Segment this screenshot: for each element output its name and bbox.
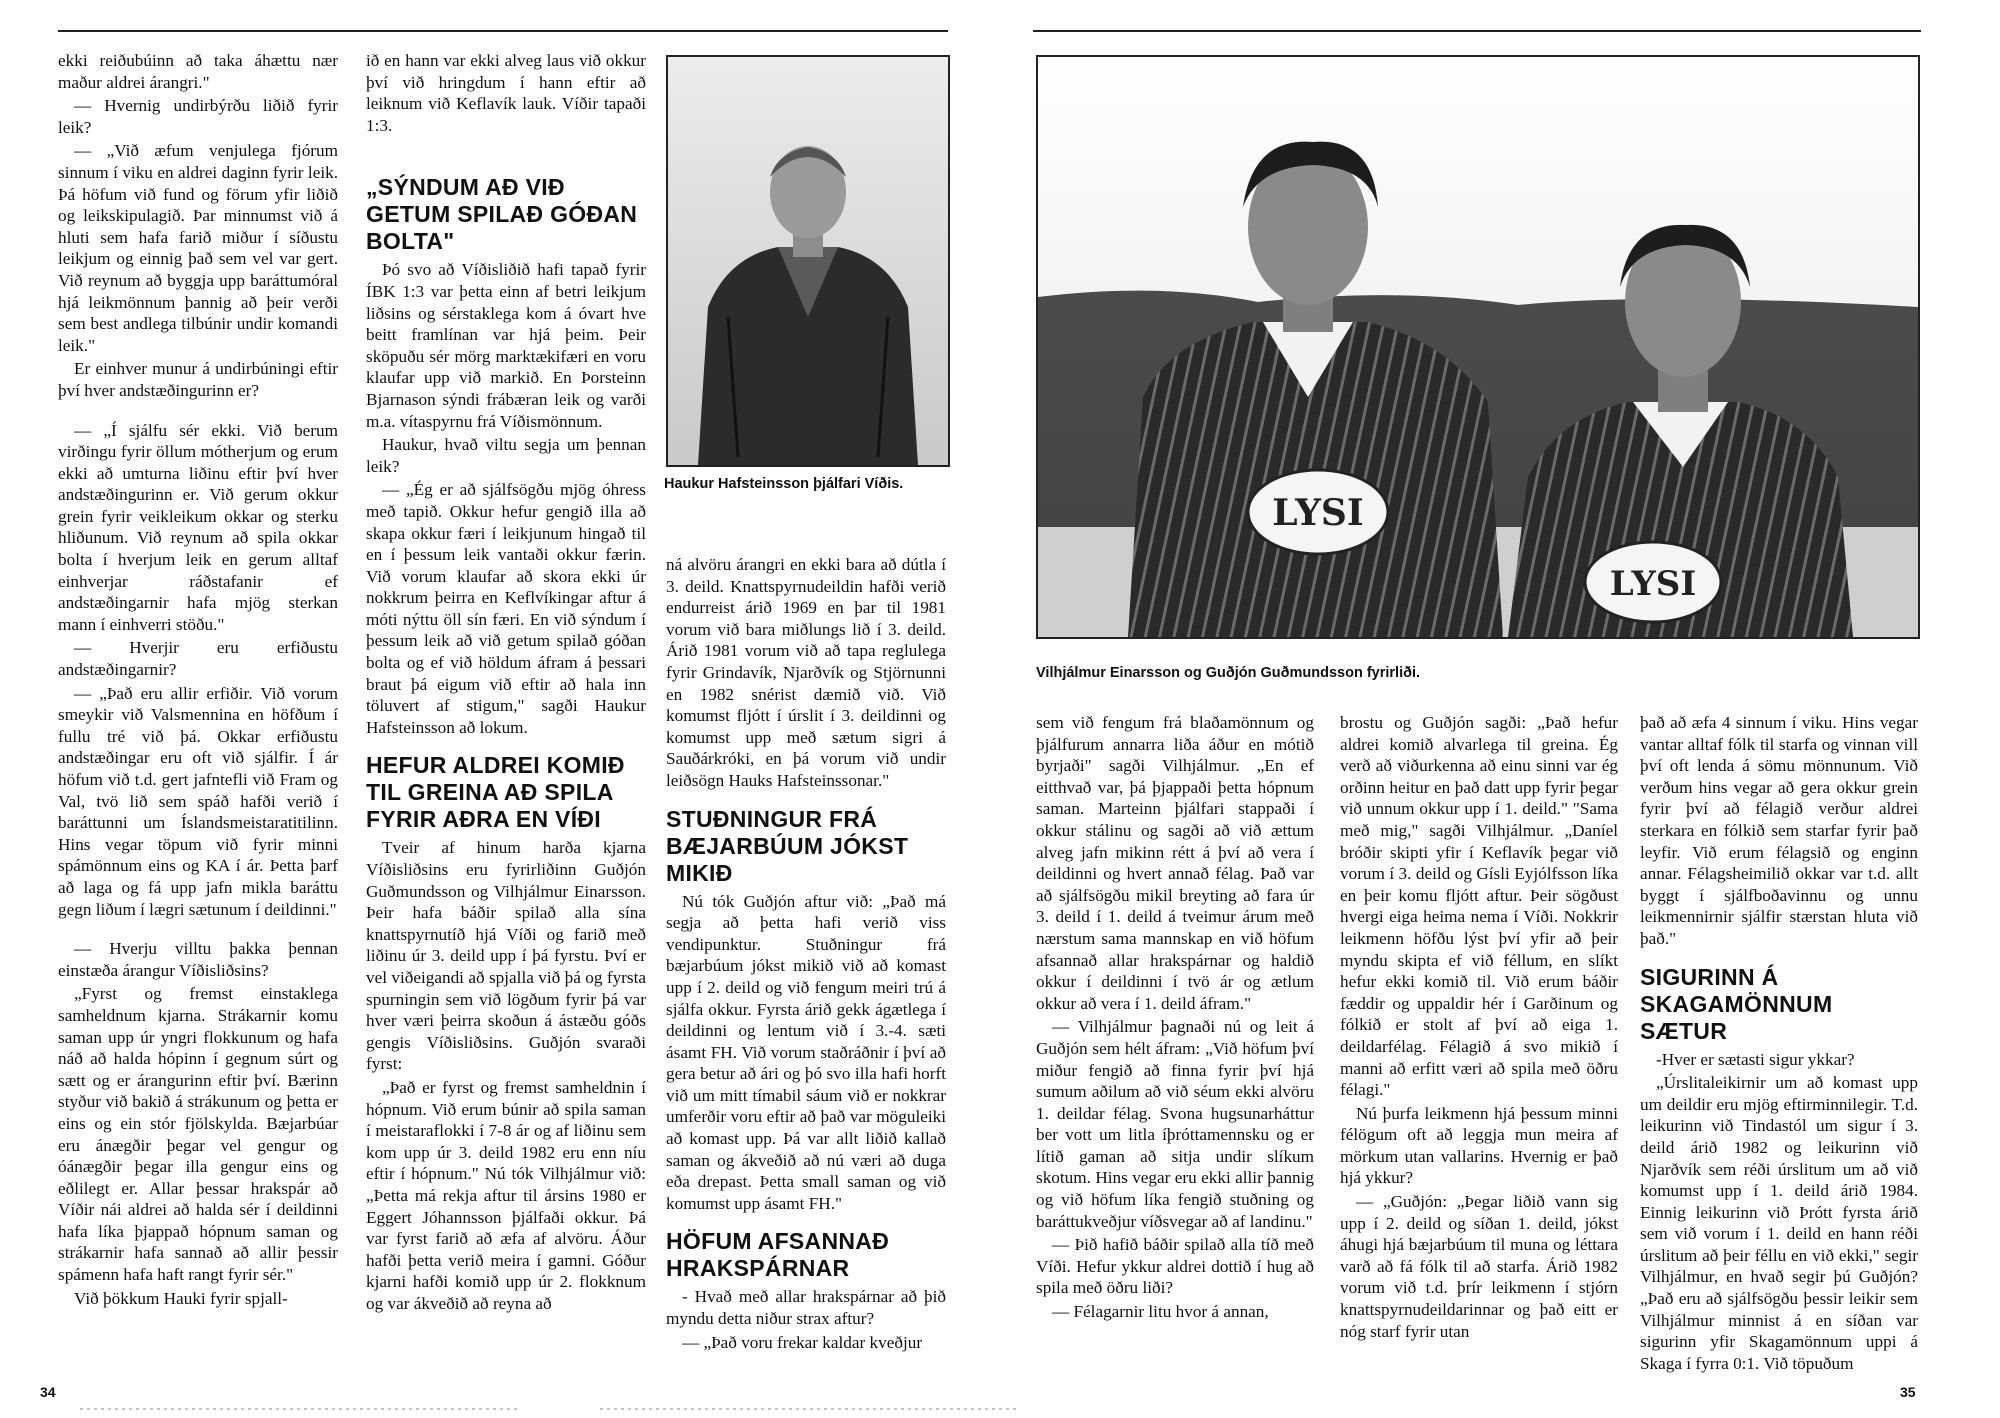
section-heading: „SÝNDUM AÐ VIÐ GETUM SPILAÐ GÓÐAN BOLTA" xyxy=(366,174,638,255)
team-captains-photo xyxy=(1036,55,1920,639)
paragraph: - Hvað með allar hrakspárnar að þið myndu detta niður strax aftur? xyxy=(666,1287,946,1329)
section-heading: SIGURINN Á SKAGAMÖNNUM SÆTUR xyxy=(1640,963,1833,1044)
shirt-sponsor-text: LYSI xyxy=(1272,492,1364,534)
left-page-top-rule xyxy=(58,30,948,32)
paragraph: ið en hann var ekki alveg laus við okkur því við hringdum í hann eftir að leiknum við Keflavík lauk. Víðir tapaði 1:3. xyxy=(366,51,646,135)
left-column-2 xyxy=(366,50,646,1317)
paragraph: — „Það voru frekar kaldar kveðjur xyxy=(682,1332,923,1352)
left-column-3 xyxy=(666,554,946,1355)
right-column-2 xyxy=(1340,712,1618,1344)
paragraph: Nú þurfa leikmenn hjá þessum minni félögum oft að leggja mun meira af mörkum utan vallarins. Hvernig er það hjá ykkur? xyxy=(1340,1103,1618,1188)
captains-photo-illustration xyxy=(1038,57,1918,637)
paragraph: Er einhver munur á undirbúningi eftir því hver andstæðingurinn er? xyxy=(58,359,338,400)
paragraph: Tveir af hinum harða kjarna Víðisliðsins eru fyrirliðinn Guðjón Guðmundsson og Vilhjálmur Einarsson. Þeir hafa báðir spilað alla sína knattspyrnutíð hjá Víði og farið með liðinu úr 3. deild upp í þá fyrstu. Því er vel viðeigandi að spjalla við þá og fyrsta spurningin sem við lögðum fyrir þá var hver væri þeirra skoðun á ástæðu góðs gengis Víðisliðsins. Guðjón svaraði fyrst: xyxy=(366,838,646,1074)
paragraph: — „Það eru allir erfiðir. Við vorum smeykir við Valsmennina en höfðum í fullu tré við þá. Okkar erfiðustu andstæðingar eru oft við sjálfir. Í ár höfum við t.d. gert jafntefli við Fram og Val, tvö lið sem spáð hafði verið í baráttunni um Íslandsmeistaratitilinn. Hins vegar töpum við fyrir minni spámönnum eins og KA í ár. Þetta þarf að laga og fá upp jafn mikla baráttu gegn liðum í lægri sætunum í deildinni." xyxy=(58,683,338,919)
coach-photo xyxy=(666,55,950,467)
paragraph: — Félagarnir litu hvor á annan, xyxy=(1052,1302,1269,1322)
paragraph: sem við fengum frá blaðamönnum og þjálfurum annarra liða áður en mótið byrjaði" sagði Vilhjálmur. „En ef eitthvað var, þá þjappaði þetta hópnum saman. Marteinn þjálfari stappaði í okkur stálinu og sagði að við ættum alveg jafn mikinn rétt á því að vera í deildinni og hvert annað félag. Það var að sjálfsögðu mikil breyting að fara úr 3. deild í 1. deild á tveimur árum með nærstum sama mannskap en við höfum afsannað allar hrakspárnar og haldið okkur í deildinni í tvö ár og ætlum okkur að vera í 1. deild áfram." xyxy=(1036,713,1314,1013)
paragraph: — Hvernig undirbýrðu liðið fyrir leik? xyxy=(58,96,338,137)
paragraph: það að æfa 4 sinnum í viku. Hins vegar vantar alltaf fólk til starfa og vinnan vill því oft lenda á sömu mönnunum. Við verðum hins vegar að gera okkur grein fyrir því að félagið verður aldrei sterkara en fólkið sem starfar fyrir það leyfir. Við erum félagsið og enginn annar. Félagsheimilið okkar var t.d. allt byggt í sjálfboðavinnu og unnu leikmennirnir sjálfir stærstan hluta við það." xyxy=(1640,713,1918,948)
paragraph: Haukur, hvað viltu segja um þennan leik? xyxy=(366,435,646,476)
section-heading: HEFUR ALDREI KOMIÐ TIL GREINA AÐ SPILA FYRIR AÐRA EN VÍÐI xyxy=(366,752,625,833)
coach-photo-caption: Haukur Hafsteinsson þjálfari Víðis. xyxy=(664,476,904,492)
section-heading: HÖFUM AFSANNAÐ HRAKSPÁRNAR xyxy=(666,1228,890,1282)
section-heading: STUÐNINGUR FRÁ BÆJARBÚUM JÓKST MIKIÐ xyxy=(666,805,909,886)
page-number-left: 34 xyxy=(40,1384,56,1400)
paragraph: „Fyrst og fremst einstaklega samheldnum kjarna. Strákarnir komu saman upp úr yngri flokkunum og hafa náð að halda hópinn í gegnum súrt og sætt og er árangurinn eftir því. Bærinn styður við bakið á strákunum og þetta er eins og ein stór fjölskylda. Bæjarbúar eru ánægðir þegar vel gengur og óánægðir þegar illa gengur eins og eðlilegt er. Allar þessar hrakspár að Víðir nái aldrei að halda sér í deildinni hafa líka þjappað hópnum saman og strákarnir hafa sannað að allir þessir spámenn hafa haft rangt fyrir sér." xyxy=(58,984,338,1285)
paragraph: — Vilhjálmur þagnaði nú og leit á Guðjón sem hélt áfram: „Við höfum því miður fengið að finna fyrir því hjá sumum aðilum að við séum ekki alvöru 1. deildar félag. Svona hugsunarháttur ber vott um litla íþróttamennsku og er lítið gaman að sitja undir slíkum skotum. Hins vegar eru ekki allir þannig og við höfum líka fengið stuðning og baráttukveðjur víðsvegar að af landinu." xyxy=(1036,1017,1314,1231)
paragraph: — „Ég er að sjálfsögðu mjög óhress með tapið. Okkur hefur gengið illa að skapa okkur færi í leikjunum hingað til en í þessum leik vantaði okkur færin. Við vorum klaufar að skora ekki úr nokkrum þeirra en Keflvíkingar aftur á móti nýttu öll sín færi. En við sýndum í þessum leik að við getum spilað góðan bolta og ef við höldum áfram á þessari braut þá eigum við eftir að hala inn töluvert af stigum," sagði Haukur Hafsteinsson að lokum. xyxy=(366,480,646,737)
right-column-3 xyxy=(1640,712,1918,1376)
paragraph: „Það er fyrst og fremst samheldnin í hópnum. Við erum búnir að spila saman í meistaraflokki í 7-8 ár og af liðinu sem kom upp úr 3. deild 1982 eru enn níu eftir í hópnum." Nú tók Vilhjálmur við: „Þetta má rekja aftur til ársins 1980 er Eggert Jóhannsson þjálfaði okkur. Þá var fyrst farið að æfa af alvöru. Áður hafði þetta verið meira í gamni. Góður kjarni hafði komið upp úr 2. flokknum og var ákveðið að reyna að xyxy=(366,1077,646,1313)
shirt-sponsor-text: LYSI xyxy=(1609,564,1697,604)
right-page-top-rule xyxy=(1033,30,1921,32)
paragraph: brostu og Guðjón sagði: „Það hefur aldrei komið alvarlega til greina. Ég verð að viðurkenna að einu sinni var ég orðinn heitur en það datt upp fyrir þegar við unnum okkur upp í 1. deild." "Sama með mig," sagði Vilhjálmur. „Daníel bróðir skipti yfir í Keflavík þegar við vorum í 3. deild og Gísli Eyjólfsson líka en þeir komu fljótt aftur. Þeir sögðust hvergi eiga heima nema í Víði. Nokkrir leikmenn höfðu lýst því yfir að þeir myndu skipta ef við féllum, en slíkt hefur ekki komið til. Við erum báðir fæddir og uppaldir hér í Garðinum og fólkið er stolt af því að eiga 1. deildarfélag. Félagið á svo mikið í manni að erfitt væri að spila með öðru félagi." xyxy=(1340,713,1618,1100)
paragraph: Við þökkum Hauki fyrir spjall- xyxy=(74,1288,288,1308)
paragraph: — „Guðjón: „Þegar liðið vann sig upp í 2. deild og síðan 1. deild, jókst áhugi hjá bæjarbúum til muna og léttara varð að fá fólk til að starfa. Árið 1982 vorum við t.d. þrír leikmenn í stjórn knattspyrnudeildarinnar og það eitt er nóg starf fyrir utan xyxy=(1340,1192,1618,1341)
left-column-1 xyxy=(58,50,338,1311)
paragraph: ná alvöru árangri en ekki bara að dútla í 3. deild. Knattspyrnudeildin hafði verið endurreist árið 1969 en þar til 1981 vorum við bara miðlungs lið í 3. deild. Árið 1981 vorum við að tapa reglulega fyrir Grindavík, Njarðvík og Stjörnunni en 1982 snérist dæmið við. Við komumst fljótt í úrslit í 3. deildinni og komumst upp með sætum sigri á Sauðárkróki, en þá vorum við undir leiðsögn Hauks Hafsteinssonar." xyxy=(666,555,946,790)
captains-photo-caption: Vilhjálmur Einarsson og Guðjón Guðmundsson fyrirliði. xyxy=(1036,665,1421,681)
scan-edge-right xyxy=(600,1408,1020,1410)
paragraph: — „Í sjálfu sér ekki. Við berum virðingu fyrir öllum mótherjum og erum ekki að umturna liðinu eftir því hver andstæðingurinn er. Við gerum okkur grein fyrir veikleikum okkar og sterku hliðunum. Við reynum að spila okkar bolta í hverjum leik en gerum alltaf einhverjar ráðstafanir ef andstæðingarnir hafa mjög sterkan mann í einhverri stöðu." xyxy=(58,420,338,634)
page-number-right: 35 xyxy=(1900,1384,1916,1400)
paragraph: -Hver er sætasti sigur ykkar? xyxy=(1656,1049,1855,1069)
scan-edge-left xyxy=(80,1408,520,1410)
paragraph: — „Við æfum venjulega fjórum sinnum í viku en aldrei daginn fyrir leik. Þá höfum við fund og förum yfir liðið og leikskipulagið. Þar minnumst við á hluti sem hafa farið miður í síðustu leikjum og einnig það sem vel var gert. Við reynum að byggja upp baráttumóral hjá leikmönnum þannig að þeir verði sem best andlega tilbúnir undir komandi leik." xyxy=(58,141,338,355)
paragraph: — Hverjir eru erfiðustu andstæðingarnir? xyxy=(58,638,338,680)
paragraph: ekki reiðubúinn að taka áhættu nær maður aldrei árangri." xyxy=(58,51,338,92)
right-column-1 xyxy=(1036,712,1314,1325)
paragraph: — Þið hafið báðir spilað alla tíð með Víði. Hefur ykkur aldrei dottið í hug að spila með öðru liði? xyxy=(1036,1235,1314,1298)
paragraph: „Úrslitaleikirnir um að komast upp um deildir eru mjög eftirminnilegir. T.d. leikurinn við Tindastól um sigur í 3. deild árið 1982 og leikurinn við Njarðvík sem réði úrslitum um að við komumst upp í 1. deild árið 1984. Einnig leikurinn við Þrótt fyrsta árið sem við vorum í 1. deild en hann réði úrslitum að þeir féllu en við ekki," segir Vilhjálmur, en hvað segir þú Guðjón? „Það eru að sjálfsögðu þessir leikir sem Vilhjálmur minnist á en síðan var sigurinn yfir Skagamönnum uppi á Skaga í fyrra 0:1. Við töpuðum xyxy=(1640,1073,1918,1373)
paragraph: — Hverju villtu þakka þennan einstæða árangur Víðisliðsins? xyxy=(58,939,338,980)
paragraph: Þó svo að Víðisliðið hafi tapað fyrir ÍBK 1:3 var þetta einn af betri leikjum liðsins og sérstaklega kom á óvart hve beitt framlínan var hjá þeim. Þeir sköpuðu sér mörg marktækifæri en voru klaufar upp við markið. En Þorsteinn Bjarnason sýndi frábæran leik og varði m.a. vítaspyrnu frá Víðismönnum. xyxy=(366,260,646,431)
coach-portrait-illustration xyxy=(668,57,948,465)
paragraph: Nú tók Guðjón aftur við: „Það má segja að þetta hafi verið viss vendipunktur. Stuðningur frá bæjarbúum jókst mikið við að komast upp í 2. deild og við fengum meiri trú á sjálfa okkur. Fyrsta árið gekk ágætlega í deildinni og lentum við í 3.-4. sæti ásamt FH. Við vorum staðráðnir í því að gera betur að ári og þó svo illa hafi horft við um mitt tímabil sáum við er nokkrar umferðir voru eftir að það var möguleiki að komast upp. Þá var allt liðið kallað saman og ákveðið að nú væri að duga eða drepast. Þetta small saman og við komumst upp ásamt FH." xyxy=(666,891,946,1213)
